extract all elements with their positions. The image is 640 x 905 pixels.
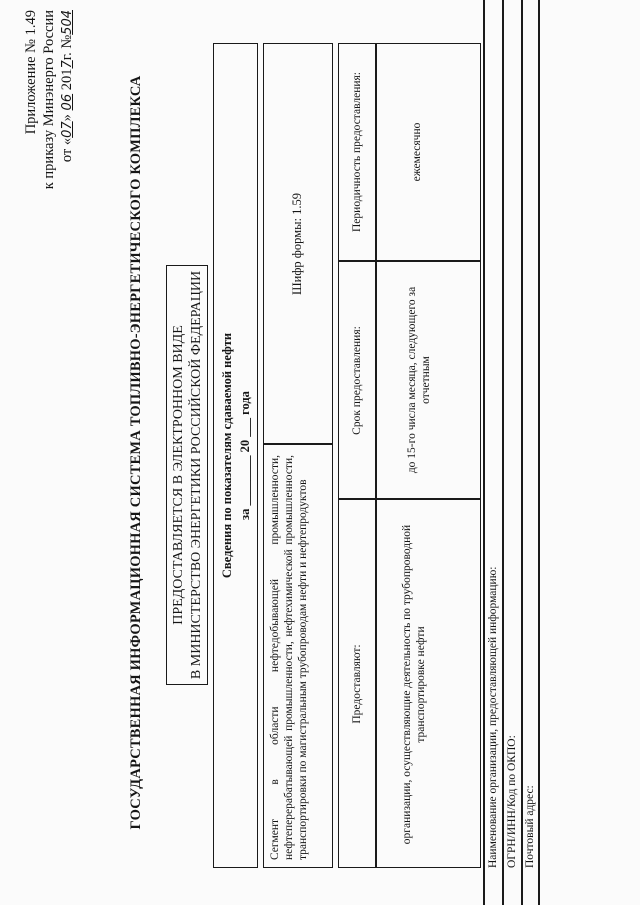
appendix-line3: от «07» 06 2017г. №504 — [59, 10, 75, 163]
handwritten-month: 06 — [60, 93, 75, 111]
segment-text: Сегмент в области нефтедобывающей промышленности, нефтеперерабатывающей промышленности, нефтехимической промышленности, транспортировки по магистральным трубопроводам нефти и нефтепродуктов — [269, 455, 309, 860]
cell-deadline: до 15-го числа месяца, следующего за отчетным — [406, 286, 432, 474]
header-provider: Предоставляют: — [351, 644, 363, 724]
appendix-line2: к приказу Минэнерго России — [41, 10, 57, 190]
address-rule — [538, 0, 540, 905]
address-label: Почтовый адрес: — [524, 785, 536, 868]
appendix-block — [22, 10, 77, 265]
header-deadline: Срок предоставления: — [351, 326, 363, 435]
org-name-rule — [502, 0, 504, 905]
appendix-line1: Приложение № 1.49 — [23, 10, 39, 135]
table-header-divider — [375, 43, 377, 868]
ogrn-label: ОГРН/ИНН/Код по ОКПО: — [506, 735, 518, 868]
ogrn-rule — [521, 0, 523, 905]
form-cipher: Шифр формы: 1.59 — [290, 193, 304, 295]
form-title-text — [218, 43, 254, 868]
cell-provider: организации, осуществляющие деятельность по трубопроводной транспортировке нефти — [401, 524, 427, 845]
system-title: ГОСУДАРСТВЕННАЯ ИНФОРМАЦИОННАЯ СИСТЕМА ТОПЛИВНО-ЭНЕРГЕТИЧЕСКОГО КОМПЛЕКСА — [128, 75, 144, 830]
electronic-line1: ПРЕДОСТАВЛЯЕТСЯ В ЭЛЕКТРОННОМ ВИДЕ — [171, 325, 186, 625]
header-frequency: Периодичность предоставления: — [351, 72, 363, 232]
handwritten-day: 07 — [60, 121, 75, 138]
handwritten-year-digit: 7 — [60, 60, 75, 69]
electronic-text — [170, 265, 206, 685]
cell-frequency: ежемесячно — [411, 122, 423, 182]
info-top-rule — [483, 0, 485, 905]
org-name-label: Наименование организации, предоставляющей информацию: — [487, 566, 499, 868]
form-period-line: за ________ 20 ___ года — [238, 391, 252, 520]
form-title-line: Сведения по показателям сдаваемой нефти — [220, 332, 234, 579]
electronic-line2: В МИНИСТЕРСТВО ЭНЕРГЕТИКИ РОССИЙСКОЙ ФЕДЕРАЦИИ — [189, 270, 204, 680]
handwritten-order-number: 504 — [60, 10, 75, 35]
